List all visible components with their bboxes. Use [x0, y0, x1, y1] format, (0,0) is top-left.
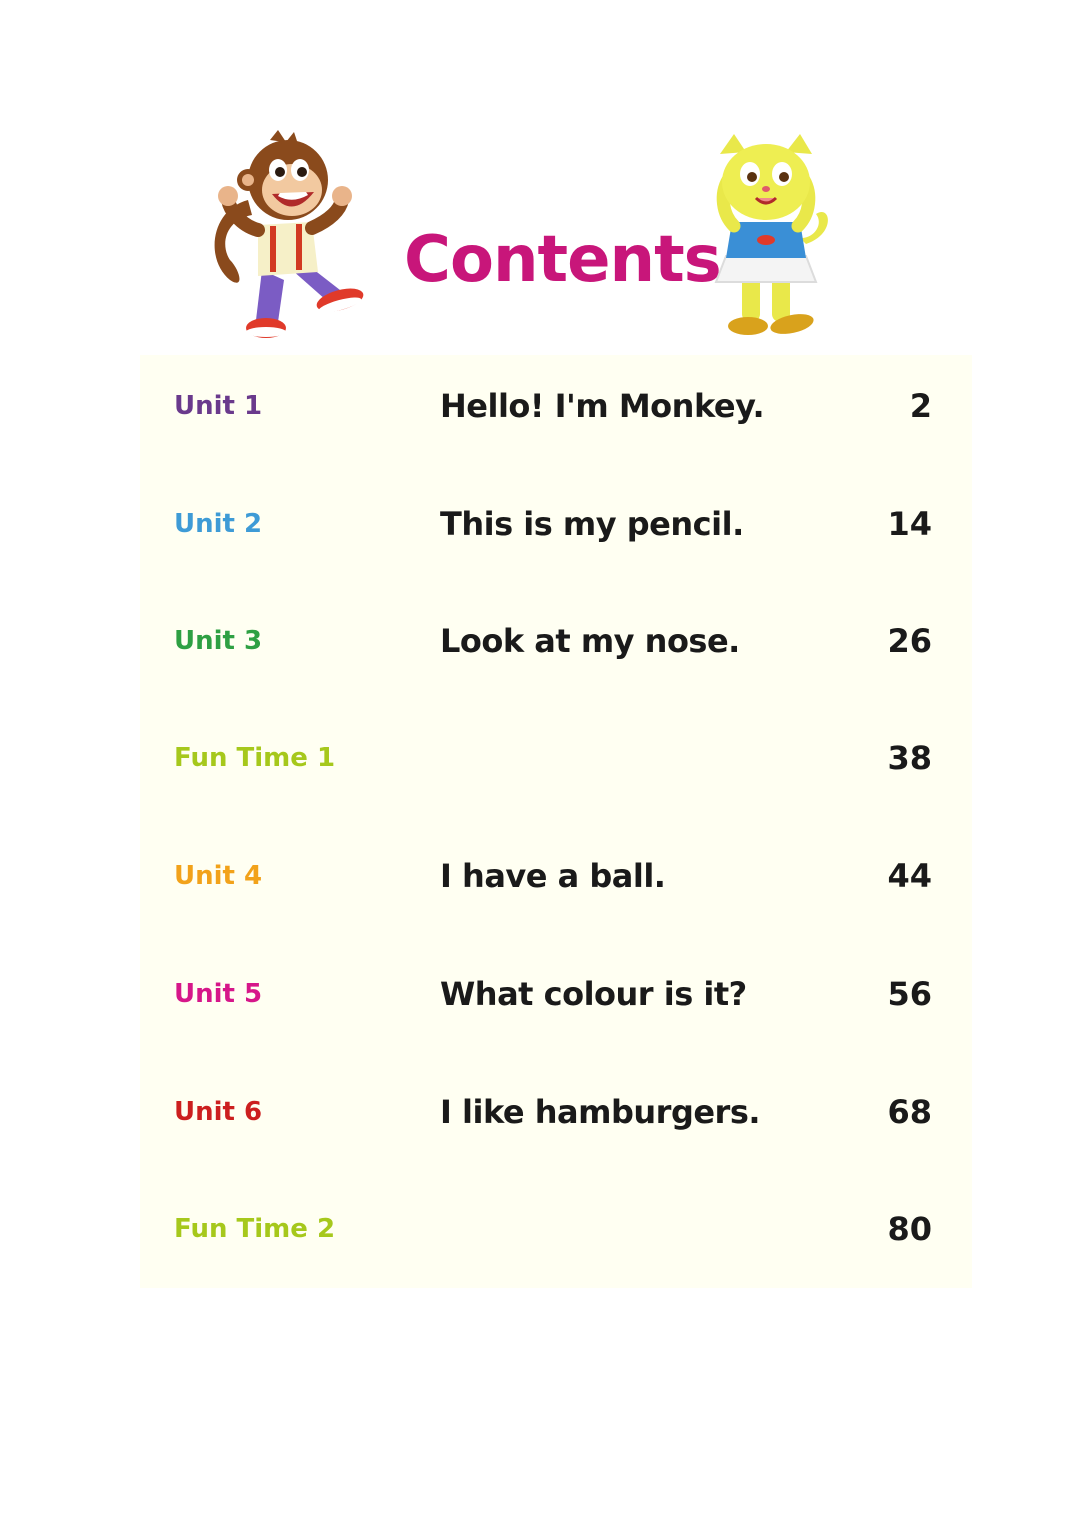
- unit-label: Unit 5: [174, 979, 263, 1009]
- page-number: 26: [887, 622, 932, 660]
- monkey-icon: [200, 130, 375, 345]
- page-number: 80: [887, 1210, 932, 1248]
- table-row[interactable]: [140, 729, 972, 789]
- unit-label: Unit 1: [174, 391, 263, 421]
- contents-table: [140, 355, 972, 1288]
- table-row[interactable]: [140, 1200, 972, 1260]
- lesson-title[interactable]: This is my pencil.: [440, 505, 744, 543]
- page-title: Contents: [404, 223, 721, 297]
- unit-label: Unit 2: [174, 509, 263, 539]
- lesson-title[interactable]: What colour is it?: [440, 975, 747, 1013]
- table-row[interactable]: [140, 1083, 972, 1143]
- table-row[interactable]: [140, 612, 972, 672]
- page-number: 68: [887, 1093, 932, 1131]
- lesson-title[interactable]: I have a ball.: [440, 857, 666, 895]
- page-number: 56: [887, 975, 932, 1013]
- table-row[interactable]: [140, 377, 972, 437]
- page-number: 44: [887, 857, 932, 895]
- lesson-title[interactable]: Hello! I'm Monkey.: [440, 387, 765, 425]
- unit-label: Unit 3: [174, 626, 263, 656]
- page-number: 38: [887, 739, 932, 777]
- unit-label: Unit 4: [174, 861, 263, 891]
- page-number: 14: [887, 505, 932, 543]
- unit-label: Unit 6: [174, 1097, 263, 1127]
- table-row[interactable]: [140, 495, 972, 555]
- table-row[interactable]: [140, 847, 972, 907]
- contents-header: [0, 120, 1080, 350]
- table-row[interactable]: [140, 965, 972, 1025]
- lesson-title[interactable]: I like hamburgers.: [440, 1093, 761, 1131]
- cat-icon: [696, 134, 836, 344]
- unit-label: Fun Time 1: [174, 743, 336, 773]
- lesson-title[interactable]: Look at my nose.: [440, 622, 740, 660]
- unit-label: Fun Time 2: [174, 1214, 336, 1244]
- page-number: 2: [909, 387, 932, 425]
